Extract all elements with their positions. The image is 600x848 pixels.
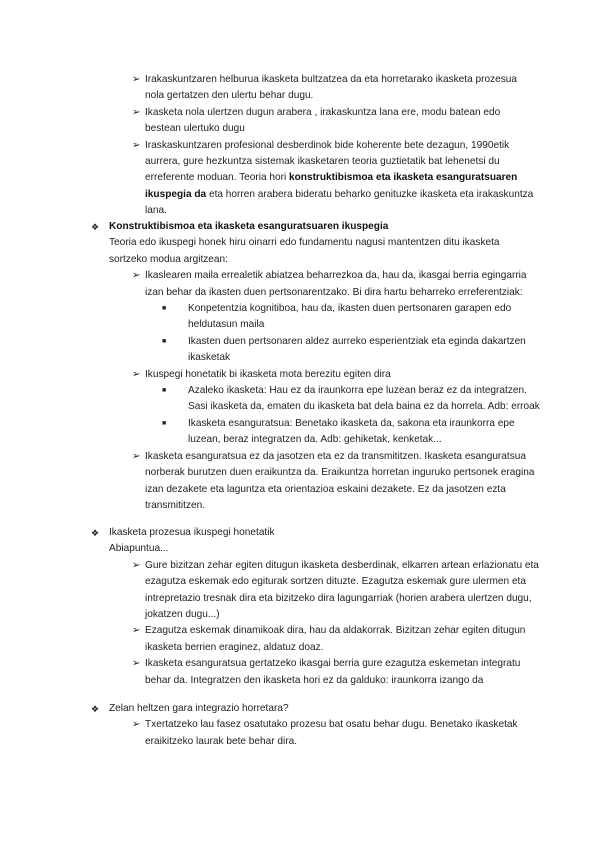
section-title: Zelan heltzen gara integrazio horretara?	[109, 703, 289, 714]
section-konstruktibismoa	[91, 219, 541, 514]
list-item-text: Ikasketa esanguratsua gertatzeko ikasgai berria gure ezagutza eskemetan integratu behar da. Integratzen den ikasketa hori ez da galduko: iraunkorra izango da	[145, 658, 521, 686]
sub-list-item-text: Ikasten duen pertsonaren aldez aurreko esperientziak eta eginda dakartzen ikasketak	[188, 335, 526, 364]
square-bullet-icon: ■	[162, 337, 167, 345]
arrow-bullet-icon: ➢	[132, 270, 141, 282]
square-bullet-icon: ■	[162, 419, 167, 427]
section-heading	[91, 701, 541, 717]
list-item-text: Ezagutza eskemak dinamikoak dira, hau da aldakorrak. Bizitzan zehar egiten ditugun ikasketa berrien eraginez, aldatuz doaz.	[145, 625, 526, 653]
section-intro-text: Teoria edo ikuspegi honek hiru oinarri edo fundamentu nagusi mantentzen ditu ikasketa sortzeko modua argitzean:	[109, 237, 500, 265]
sub-list-item-text: Ikasketa esanguratsua: Benetako ikasketa da, sakona eta iraunkorra epe luzean, beraz integratzen da. Adb: gehiketak, kenketak...	[188, 417, 515, 446]
list-item	[132, 449, 541, 515]
sub-list-item	[162, 334, 540, 367]
diamond-bullet-icon: ❖	[91, 704, 100, 714]
section-subtitle	[91, 541, 541, 557]
section-title: Konstruktibismoa eta ikasketa esanguratsuaren ikuspegia	[109, 221, 389, 232]
list-item-text: Ikasketa esanguratsua ez da jasotzen eta ez da transmititzen. Ikasketa esanguratsua norberak burutzen duen eraikuntza da. Eraikuntza horretan inguruko pertsonek eragina izan dezakete eta laguntza eta orientazioa eskaini dezakete. Ez da jasotzen ezta transmititzen.	[145, 450, 535, 511]
arrow-bullet-icon: ➢	[132, 719, 141, 731]
bold-text-segment: konstruktibismoa eta ikasketa esanguratsuaren ikuspegia da	[145, 172, 518, 200]
section-integrazioa	[91, 701, 541, 750]
arrow-bullet-icon: ➢	[132, 658, 141, 670]
sub-list-item	[162, 416, 540, 449]
sub-list-item	[162, 383, 540, 416]
list-item	[132, 138, 537, 220]
text-segment: eta horren arabera bideratu beharko genituzke ikasketa eta irakaskuntza lana.	[145, 188, 534, 217]
diamond-bullet-icon: ❖	[91, 222, 100, 232]
section-title: Ikasketa prozesua ikuspegi honetatik	[109, 527, 275, 538]
list-item	[132, 367, 541, 383]
sub-list-item-text: Azaleko ikasketa: Hau ez da iraunkorra epe luzean beraz ez da integratzen. Sasi ikasketa da, ematen du ikasketa bat dela baina ez da horrela. Adb: erroak	[188, 385, 540, 413]
list-item-text: Gure bizitzan zehar egiten ditugun ikasketa desberdinak, elkarren artean erlazionatu eta ezagutza eskemak edo egiturak sortzen dituzte. Ezagutza eskemak gure ulermen eta intrepretazio tresnak dira eta bizitzeko dira lagungarriak (horien arabera ulertzen dugu, jokatzen dugu...)	[145, 559, 539, 621]
list-item-text: Irakaskuntzaren helburua ikasketa bultzatzea da eta horretarako ikasketa prozesua nola gertatzen den ulertu behar dugu.	[145, 74, 518, 102]
list-item	[132, 558, 541, 624]
arrow-bullet-icon: ➢	[132, 450, 141, 462]
list-item-text: Ikasketa nola ulertzen dugun arabera , irakaskuntza lana ere, modu batean edo bestean ulertuko dugu	[145, 106, 501, 135]
list-item-text	[145, 138, 537, 220]
square-bullet-icon: ■	[162, 305, 167, 313]
sub-list-item-text: Konpetentzia kognitiboa, hau da, ikasten duen pertsonaren garapen edo heldutasun maila	[188, 303, 512, 331]
list-item-text: Ikuspegi honetatik bi ikasketa mota berezitu egiten dira	[145, 368, 391, 380]
list-item	[132, 656, 541, 689]
list-item	[132, 105, 537, 138]
arrow-bullet-icon: ➢	[132, 74, 141, 85]
intro-list	[132, 72, 537, 220]
list-item	[132, 72, 537, 105]
list-item	[132, 623, 541, 656]
section-ikasketa-prozesua	[91, 525, 541, 689]
arrow-bullet-icon: ➢	[132, 559, 141, 571]
section-subtitle-text: Abiapuntua...	[109, 543, 169, 555]
list-item-text: Ikaslearen maila errealetik abiatzea beharrezkoa da, hau da, ikasgai berria egingarria izan behar da ikasten duen pertsonarentzako. Bi dira hartu beharreko erreferentziak:	[145, 270, 527, 298]
square-bullet-icon: ■	[162, 387, 167, 395]
section-intro	[91, 235, 514, 268]
section-heading	[91, 525, 541, 541]
diamond-bullet-icon: ❖	[91, 528, 100, 538]
section-heading	[91, 219, 541, 235]
text-segment: Iraskaskuntzaren profesional desberdinok bide koherente bete dezagun, 1990etik aurrera, gure hezkuntza sistemak ikasketaren teoria guztietatik bat lehenetsi du erreferente moduan. Teoria hori	[145, 139, 510, 184]
arrow-bullet-icon: ➢	[132, 139, 141, 151]
arrow-bullet-icon: ➢	[132, 625, 141, 637]
list-item	[132, 717, 541, 750]
arrow-bullet-icon: ➢	[132, 106, 141, 118]
sub-list-item	[162, 301, 540, 334]
arrow-bullet-icon: ➢	[132, 368, 141, 380]
list-item	[132, 268, 541, 301]
list-item-text: Txertatzeko lau fasez osatutako prozesu bat osatu behar dugu. Benetako ikasketak eraikitzeko laurak bete behar dira.	[145, 719, 518, 747]
